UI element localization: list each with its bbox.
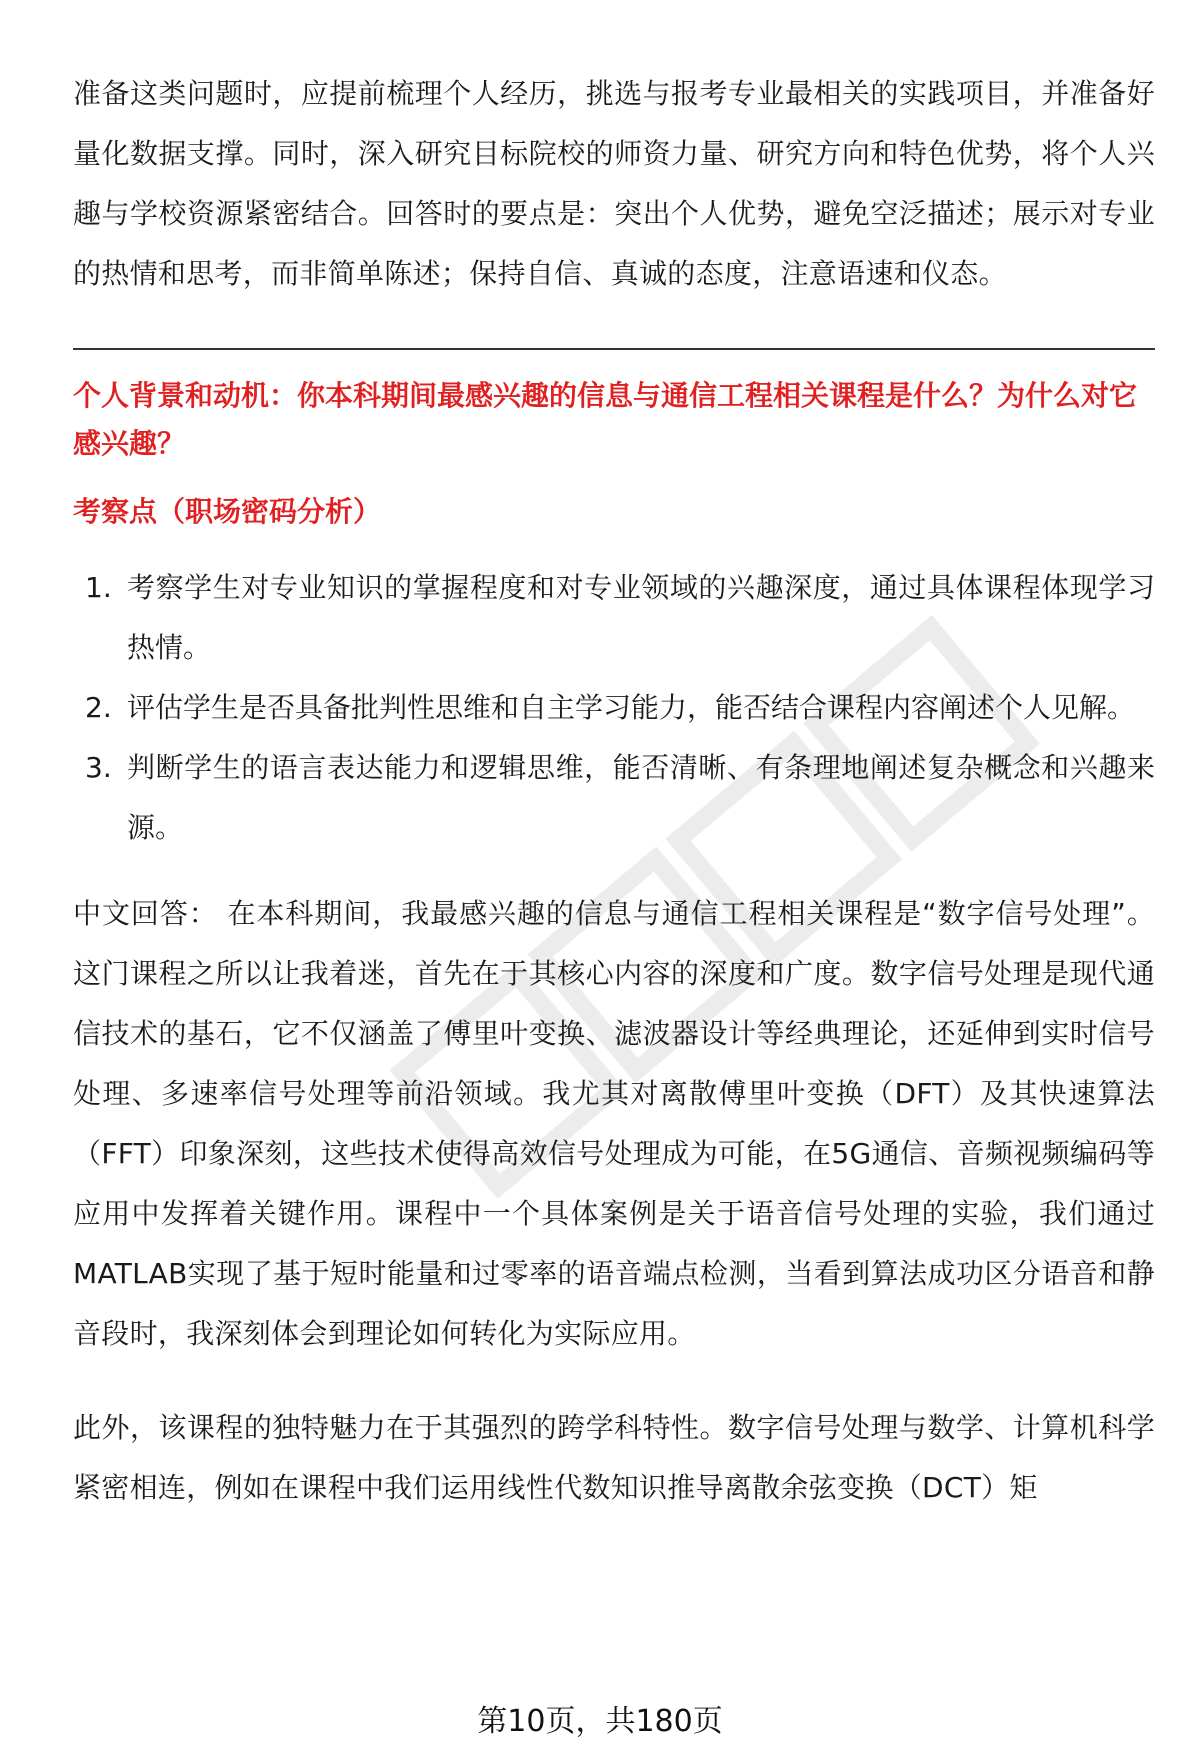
list-item-text: 考察学生对专业知识的掌握程度和对专业领域的兴趣深度，通过具体课程体现学习热情。	[127, 571, 1155, 664]
answer-paragraph: 中文回答： 在本科期间，我最感兴趣的信息与通信工程相关课程是“数字信号处理”。这门课程之所以让我着迷，首先在于其核心内容的深度和广度。数字信号处理是现代通信技术的基石，它不仅涵盖了傅里叶变换、滤波器设计等经典理论，还延伸到实时信号处理、多速率信号处理等前沿领域。我尤其对离散傅里叶变换（DFT）及其快速算法（FFT）印象深刻，这些技术使得高效信号处理成为可能，在5G通信、音频视频编码等应用中发挥着关键作用。课程中一个具体案例是关于语音信号处理的实验，我们通过MATLAB实现了基于短时能量和过零率的语音端点检测，当看到算法成功区分语音和静音段时，我深刻体会到理论如何转化为实际应用。	[73, 897, 1155, 1350]
list-item	[73, 558, 1155, 678]
continuation-paragraph: 此外，该课程的独特魅力在于其强烈的跨学科特性。数字信号处理与数学、计算机科学紧密相连，例如在课程中我们运用线性代数知识推导离散余弦变换（DCT）矩	[73, 1411, 1155, 1504]
list-number: 1.	[85, 571, 112, 604]
list-number: 3.	[85, 751, 112, 784]
document-page	[73, 64, 1155, 1518]
question-heading: 个人背景和动机：你本科期间最感兴趣的信息与通信工程相关课程是什么？为什么对它感兴趣？	[73, 379, 1138, 460]
intro-paragraph: 准备这类问题时，应提前梳理个人经历，挑选与报考专业最相关的实践项目，并准备好量化数据支撑。同时，深入研究目标院校的师资力量、研究方向和特色优势，将个人兴趣与学校资源紧密结合。回答时的要点是：突出个人优势，避免空泛描述；展示对专业的热情和思考，而非简单陈述；保持自信、真诚的态度，注意语速和仪态。	[73, 77, 1155, 290]
section-divider	[73, 348, 1155, 350]
list-item-text: 判断学生的语言表达能力和逻辑思维，能否清晰、有条理地阐述复杂概念和兴趣来源。	[127, 751, 1155, 844]
list-item	[73, 678, 1155, 738]
list-item-text: 评估学生是否具备批判性思维和自主学习能力，能否结合课程内容阐述个人见解。	[127, 691, 1136, 724]
assessment-points-list	[73, 558, 1155, 858]
page-footer: 第10页，共180页	[477, 1704, 723, 1739]
list-number: 2.	[85, 691, 112, 724]
section-heading: 考察点（职场密码分析）	[73, 495, 382, 528]
list-item	[73, 738, 1155, 858]
